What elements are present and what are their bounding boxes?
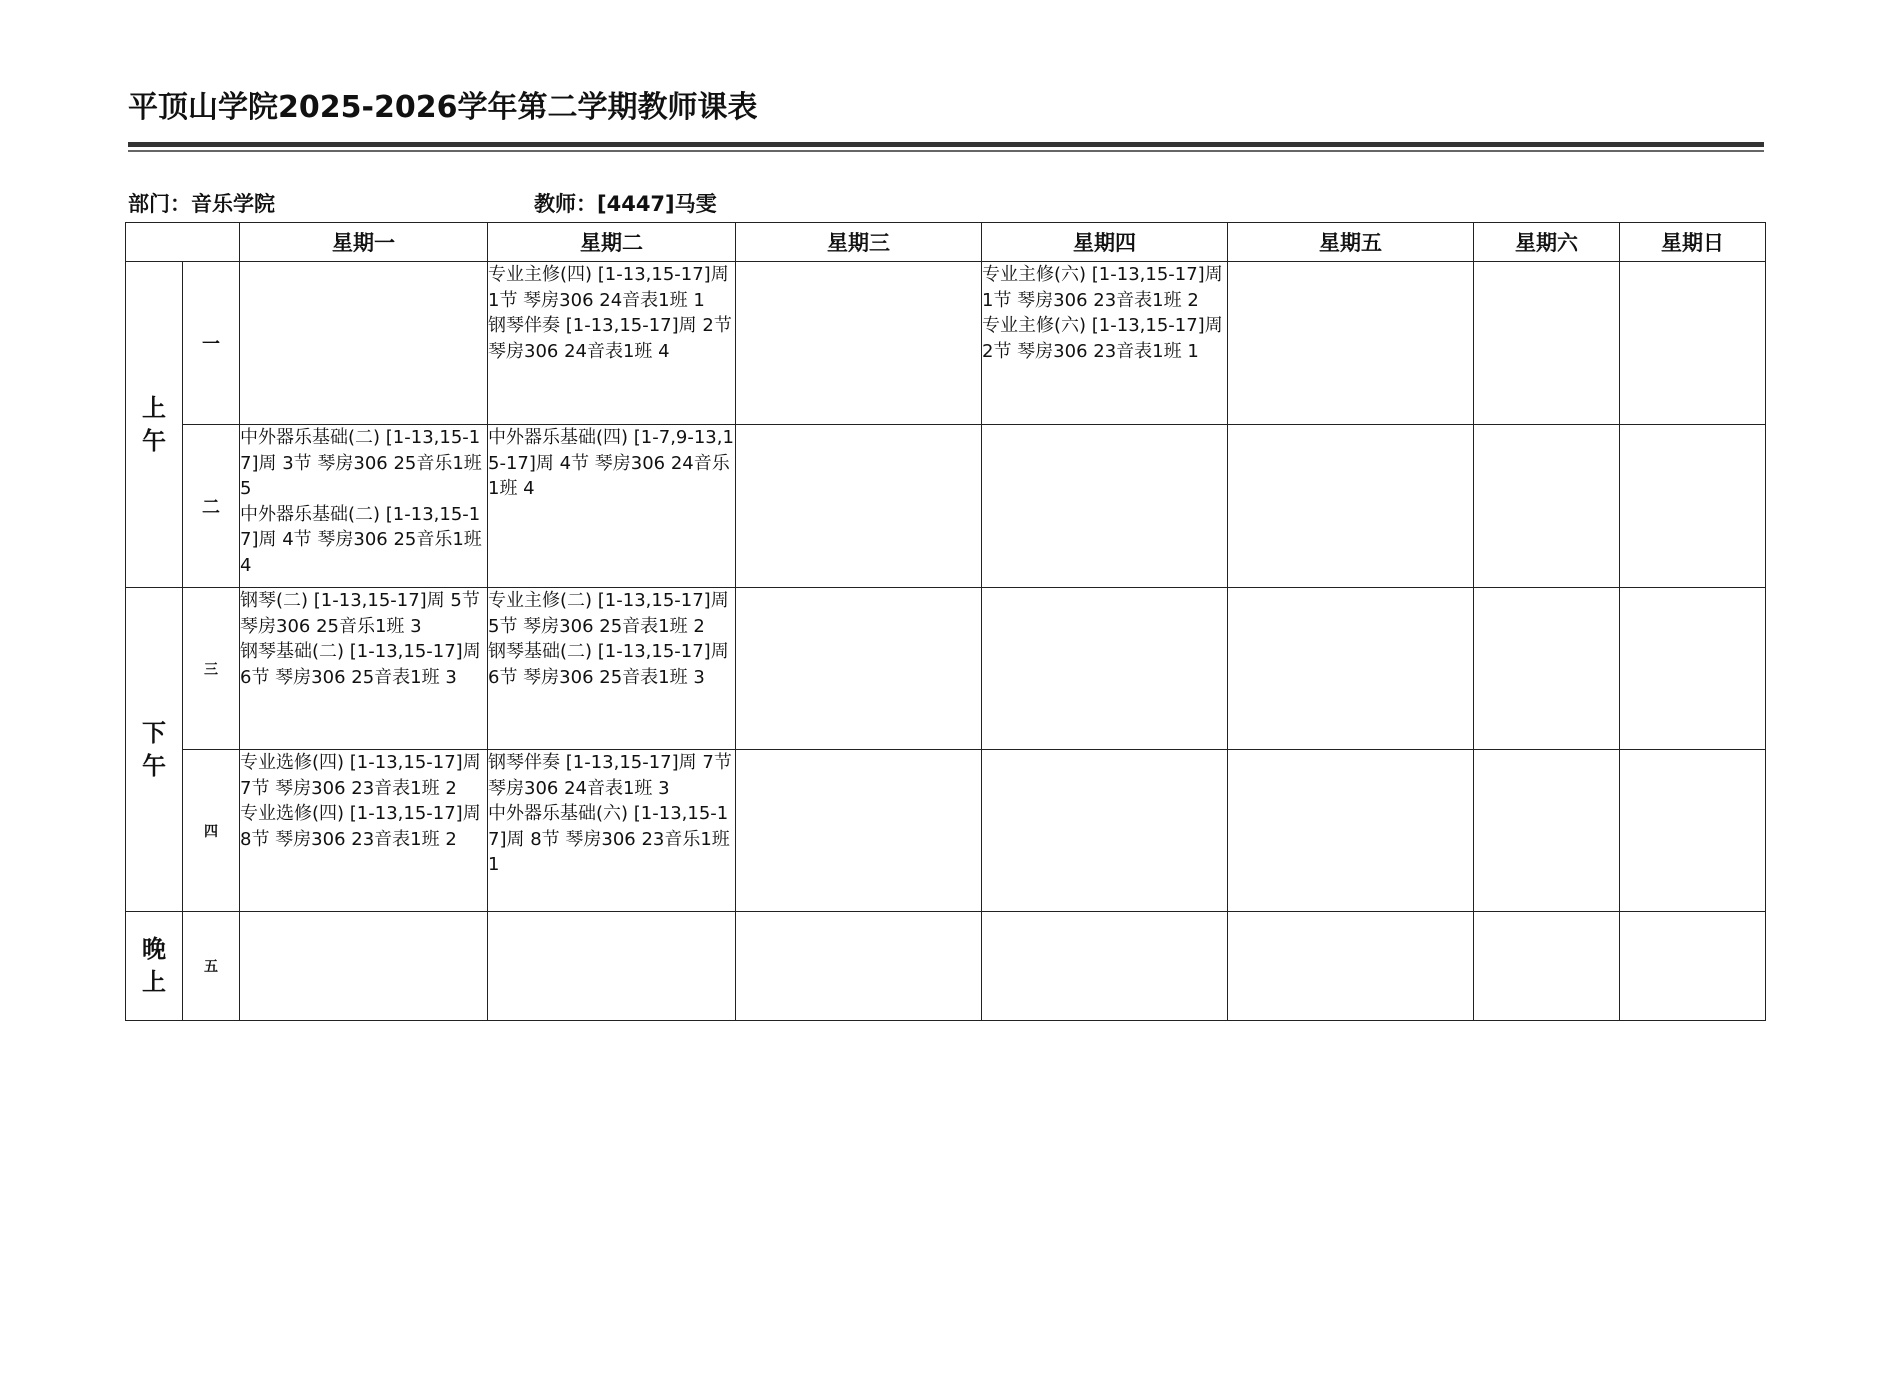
period-morning-char-1: 上 [142,393,166,422]
period-afternoon [126,588,183,912]
cell-wed-1 [736,262,982,425]
cell-sat-5 [1474,912,1620,1021]
cell-tue-1 [488,262,736,425]
day-header-thu: 星期四 [982,223,1228,262]
cell-sat-1 [1474,262,1620,425]
day-header-wed: 星期三 [736,223,982,262]
cell-thu-1 [982,262,1228,425]
course-entry: 专业选修(四) [1-13,15-17]周 7节 琴房306 23音表1班 2 [240,752,481,799]
cell-wed-5 [736,912,982,1021]
cell-fri-2 [1228,425,1474,588]
course-entry: 钢琴基础(二) [1-13,15-17]周 6节 琴房306 25音表1班 3 [240,641,481,688]
cell-thu-2 [982,425,1228,588]
schedule-table [125,222,1766,1021]
period-morning-char-2: 午 [142,426,166,455]
cell-sat-4 [1474,750,1620,912]
cell-wed-2 [736,425,982,588]
cell-thu-5 [982,912,1228,1021]
cell-sun-5 [1620,912,1766,1021]
table-row [126,912,1766,1021]
cell-mon-2 [240,425,488,588]
course-entry: 钢琴(二) [1-13,15-17]周 5节 琴房306 25音乐1班 3 [240,590,480,637]
course-entry: 专业主修(四) [1-13,15-17]周 1节 琴房306 24音表1班 1 [488,264,729,311]
cell-tue-4 [488,750,736,912]
course-entry: 专业主修(二) [1-13,15-17]周 5节 琴房306 25音表1班 2 [488,590,729,637]
table-row [126,588,1766,750]
cell-mon-1 [240,262,488,425]
cell-sun-4 [1620,750,1766,912]
day-header-fri: 星期五 [1228,223,1474,262]
day-header-tue: 星期二 [488,223,736,262]
cell-tue-5 [488,912,736,1021]
cell-fri-3 [1228,588,1474,750]
title-rule-thick [128,142,1764,147]
period-afternoon-char-2: 午 [142,751,166,780]
slot-label-5: 五 [183,912,240,1021]
period-evening [126,912,183,1021]
course-entry: 中外器乐基础(四) [1-7,9-13,15-17]周 4节 琴房306 24音乐1班 4 [488,427,734,499]
table-row [126,425,1766,588]
cell-mon-3 [240,588,488,750]
course-entry: 专业主修(六) [1-13,15-17]周 1节 琴房306 23音表1班 2 [982,264,1223,311]
course-entry: 专业选修(四) [1-13,15-17]周 8节 琴房306 23音表1班 2 [240,803,481,850]
cell-wed-3 [736,588,982,750]
course-entry: 中外器乐基础(二) [1-13,15-17]周 4节 琴房306 25音乐1班 4 [240,503,482,576]
corner-cell [126,223,240,262]
slot-label-1: 一 [183,262,240,425]
cell-sun-3 [1620,588,1766,750]
course-entry: 钢琴伴奏 [1-13,15-17]周 2节 琴房306 24音表1班 4 [488,315,732,362]
cell-sat-2 [1474,425,1620,588]
cell-sat-3 [1474,588,1620,750]
slot-label-4: 四 [183,750,240,912]
period-afternoon-char-1: 下 [142,718,166,747]
table-row [126,262,1766,425]
period-evening-char-2: 上 [142,968,166,996]
period-evening-char-1: 晚 [142,935,166,963]
day-header-sat: 星期六 [1474,223,1620,262]
slot-label-3: 三 [183,588,240,750]
course-entry: 专业主修(六) [1-13,15-17]周 2节 琴房306 23音表1班 1 [982,315,1223,362]
cell-sun-2 [1620,425,1766,588]
period-morning [126,262,183,588]
course-entry: 钢琴伴奏 [1-13,15-17]周 7节 琴房306 24音表1班 3 [488,752,732,799]
course-entry: 中外器乐基础(二) [1-13,15-17]周 3节 琴房306 25音乐1班 5 [240,427,482,499]
cell-thu-3 [982,588,1228,750]
cell-wed-4 [736,750,982,912]
cell-tue-2 [488,425,736,588]
cell-mon-5 [240,912,488,1021]
table-row [126,750,1766,912]
cell-fri-1 [1228,262,1474,425]
day-header-sun: 星期日 [1620,223,1766,262]
cell-fri-4 [1228,750,1474,912]
course-entry: 中外器乐基础(六) [1-13,15-17]周 8节 琴房306 23音乐1班 1 [488,803,730,875]
course-entry: 钢琴基础(二) [1-13,15-17]周 6节 琴房306 25音表1班 3 [488,641,729,688]
cell-fri-5 [1228,912,1474,1021]
title-rule-thin [128,150,1764,152]
day-header-mon: 星期一 [240,223,488,262]
cell-tue-3 [488,588,736,750]
slot-label-2: 二 [183,425,240,588]
page-title: 平顶山学院2025-2026学年第二学期教师课表 [128,90,758,125]
cell-thu-4 [982,750,1228,912]
department-label: 部门：音乐学院 [128,192,275,216]
cell-sun-1 [1620,262,1766,425]
teacher-label: 教师：[4447]马雯 [534,192,717,216]
cell-mon-4 [240,750,488,912]
header-row [126,223,1766,262]
